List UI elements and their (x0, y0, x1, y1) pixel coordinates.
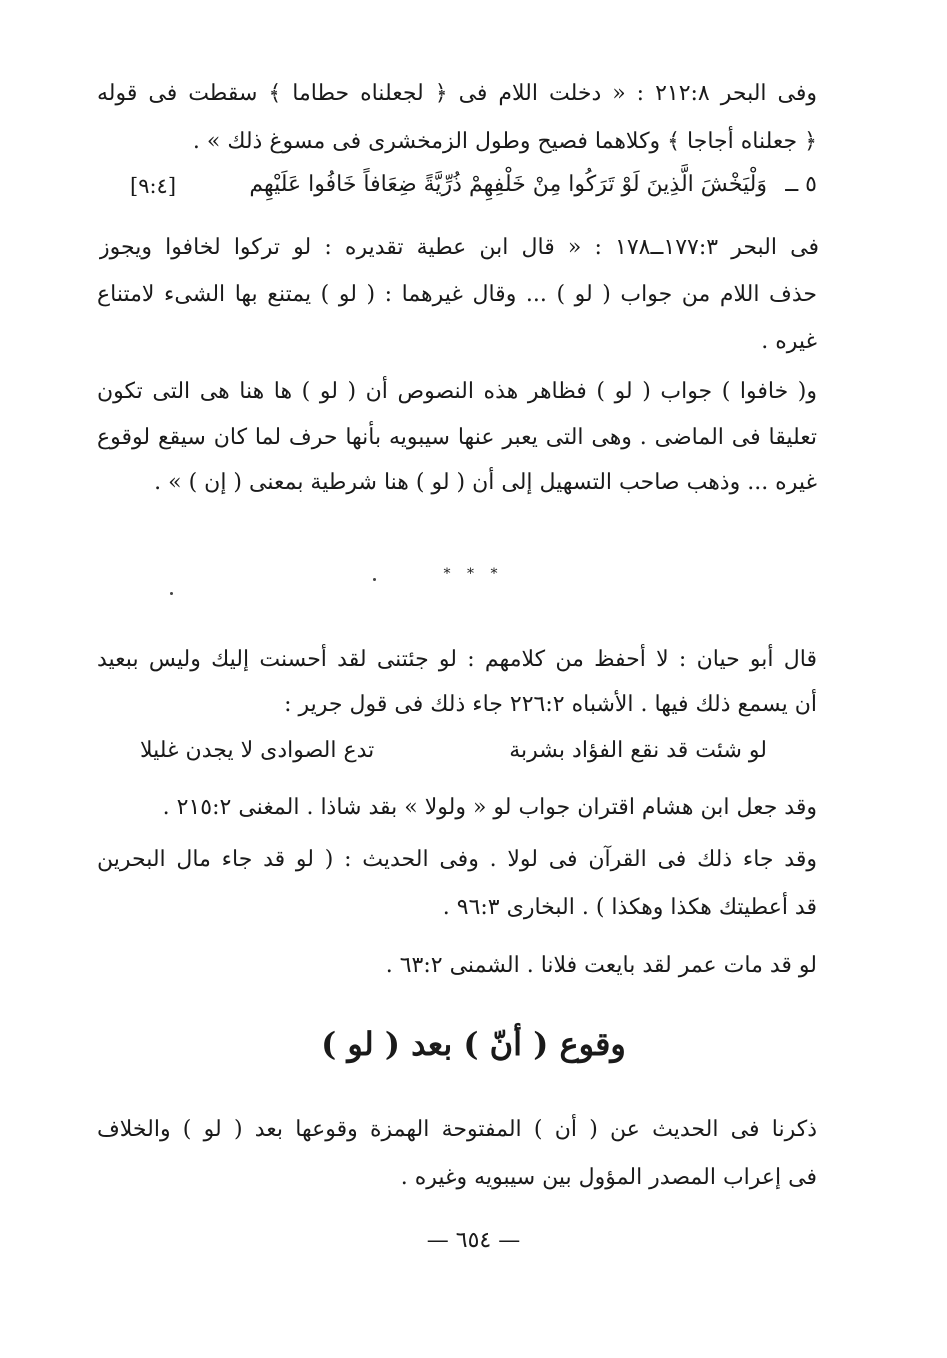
section-separator: * * * (443, 566, 504, 582)
paragraph-line: تعليقا فى الماضى . وهى التى يعبر عنها سيبويه بأنها حرف لما كان سيقع لوقوع (97, 425, 817, 450)
paragraph-line: غيره ... وذهب صاحب التسهيل إلى أن ( لو ) هنا شرطية بمعنى ( إن ) » . (154, 470, 817, 495)
paragraph-line: وفى البحر ٢١٢:٨ : « دخلت اللام فى ﴿ لجعلناه حطاما ﴾ سقطت فى قوله (97, 81, 817, 106)
paragraph-line: ذكرنا فى الحديث عن ( أن ) المفتوحة الهمزة وقوعها بعد ( لو ) والخلاف (97, 1117, 817, 1142)
paragraph-line: وقد جاء ذلك فى القرآن فى لولا . وفى الحديث : ( لو قد جاء مال البحرين (97, 847, 817, 872)
paragraph-line: أن يسمع ذلك فيها . الأشباه ٢٢٦:٢ جاء ذلك فى قول جرير : (284, 692, 817, 717)
paragraph-line: قال أبو حيان : لا أحفظ من كلامهم : لو جئتنى لقد أحسنت إليك وليس ببعيد (97, 647, 817, 672)
page-number: — ٦٥٤ — (426, 1228, 521, 1253)
quran-verse: وَلْيَخْشَ الَّذِينَ لَوْ تَرَكُوا مِنْ خَلْفِهِمْ ذُرِّيَّةً ضِعَافاً خَافُوا عَلَيْهِم (249, 172, 767, 197)
poem-hemistich-first: لو شئت قد نقع الفؤاد بشربة (509, 738, 767, 763)
speck (170, 592, 173, 595)
paragraph-line: و( خافوا ) جواب ( لو ) فظاهر هذه النصوص أن ( لو ) ها هنا هى التى تكون (97, 379, 817, 404)
paragraph-line: ﴿ جعلناه أجاجا ﴾ وكلاهما فصيح وطول الزمخشرى فى مسوغ ذلك » . (192, 129, 817, 154)
paragraph-line: فى إعراب المصدر المؤول بين سيبويه وغيره . (400, 1165, 817, 1190)
paragraph-line: غيره . (761, 329, 817, 354)
paragraph-line: فى البحر ١٧٧:٣ــ١٧٨ : « قال ابن عطية تقديره : لو تركوا لخافوا ويجوز (99, 235, 819, 260)
verse-number: ٥ ــ (785, 172, 817, 197)
section-heading: وقوع ( أنّ ) بعد ( لو ) (321, 1025, 626, 1063)
poem-hemistich-second: تدع الصوادى لا يجدن غليلا (140, 738, 375, 763)
paragraph-line: قد أعطيتك هكذا وهكذا ) . البخارى ٩٦:٣ . (442, 895, 817, 920)
paragraph-line: حذف اللام من جواب ( لو ) ... وقال غيرهما : ( لو ) يمتنع بها الشىء لامتناع (97, 282, 817, 307)
paragraph-line: وقد جعل ابن هشام اقتران جواب لو « ولولا » بقد شاذا . المغنى ٢١٥:٢ . (162, 795, 817, 820)
speck (373, 578, 376, 581)
paragraph-line: لو قد مات عمر لقد بايعت فلانا . الشمنى ٦٣:٢ . (385, 953, 817, 978)
verse-reference: [٩:٤] (130, 174, 177, 198)
